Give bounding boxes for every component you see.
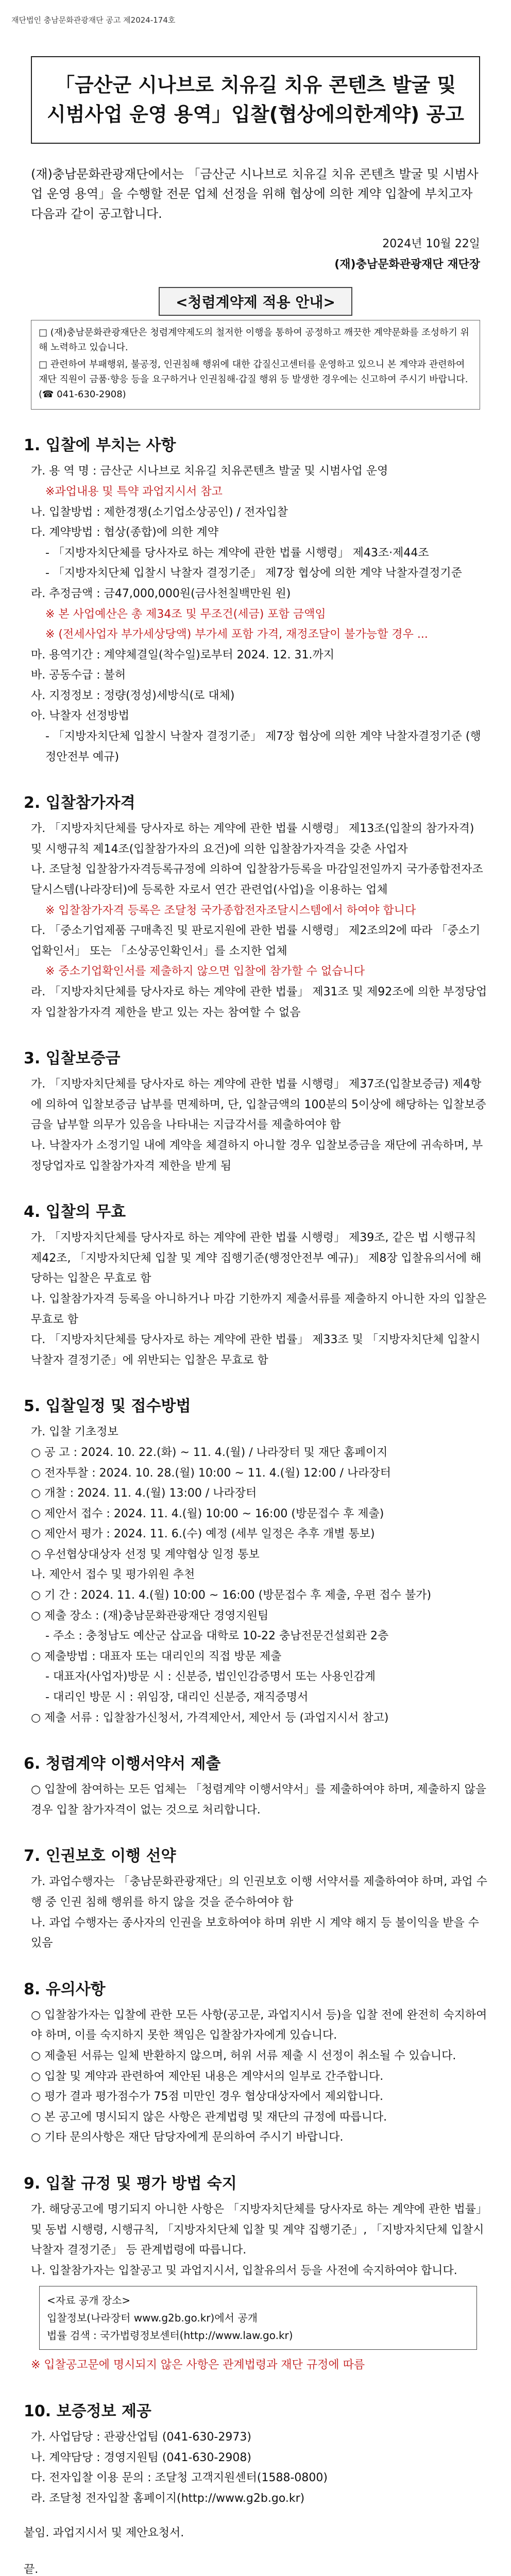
section-line: 나. 계약담당 : 경영지원팀 (041-630-2908) — [31, 2451, 251, 2464]
section-line: ○ 입찰 및 계약과 관련하여 제안된 내용은 계약서의 일부로 간주합니다. — [31, 2070, 384, 2083]
section-body — [31, 819, 487, 1023]
notice-box — [31, 320, 480, 410]
section-line: ○ 제출 장소 : (재)충남문화관광재단 경영지원팀 — [31, 1609, 269, 1622]
section-line: ○ 기 간 : 2024. 11. 4.(월) 10:00 ~ 16:00 (방문접수 후 제출, 우편 접수 불가) — [31, 1589, 432, 1602]
section-line: ※ 본 사업예산은 총 제34조 및 무조건(세금) 포함 금액임 — [45, 607, 326, 621]
section-body — [31, 1074, 487, 1176]
section-body — [31, 1228, 487, 1370]
section-line: ○ 제안서 평가 : 2024. 11. 6.(수) 예정 (세부 일정은 추후 개별 통보) — [31, 1528, 375, 1541]
title-box — [31, 56, 480, 144]
section — [24, 1045, 487, 1176]
section-line: 다. 전자입찰 이용 문의 : 조달청 고객지원센터(1588-0800) — [31, 2471, 328, 2485]
intro-paragraph: (재)충남문화관광재단에서는 「금산군 시나브로 치유길 치유 콘텐츠 발굴 및 시범사업 운영 용역」을 수행할 전문 업체 선정을 위해 협상에 의한 계약 입찰에 부치고자 다음과 같이 공고합니다. — [31, 167, 479, 221]
section-line: 라. 추정금액 : 금47,000,000원(금사천칠백만원 원) — [31, 587, 291, 600]
section — [24, 1199, 487, 1370]
section-line: ○ 제안서 접수 : 2024. 11. 4.(월) 10:00 ~ 16:00 (방문접수 후 제출) — [31, 1507, 384, 1520]
section-line: ○ 제출방법 : 대표자 또는 대리인의 직접 방문 제출 — [31, 1650, 282, 1663]
notice-title: <청렴계약제 적용 안내> — [159, 287, 352, 316]
section-line: 가. 「지방자치단체를 당사자로 하는 계약에 관한 법률 시행령」 제39조, 같은 법 시행규칙 제42조, 「지방자치단체 입찰 및 계약 집행기준(행정안전부 예규)」 제8장 입찰유의서에 해당하는 입찰은 무효로 함 — [31, 1231, 482, 1285]
section-line: 가. 「지방자치단체를 당사자로 하는 계약에 관한 법률 시행령」 제37조(입찰보증금) 제4항에 의하여 입찰보증금 납부를 면제하며, 단, 입찰금액의 100분의 5이상에 해당하는 입찰보증금을 납부할 의무가 있음을 나타내는 지급각서를 제출하여야 함 — [31, 1078, 486, 1132]
section-line: 라. 조달청 전자입찰 홈페이지(http://www.g2b.go.kr) — [31, 2492, 305, 2505]
signer: (재)충남문화관광재단 재단장 — [334, 258, 480, 271]
section-line: ※과업내용 및 특약 과업지시서 참고 — [45, 485, 223, 498]
section-body — [31, 1872, 487, 1953]
section-line: ○ 기타 문의사항은 재단 담당자에게 문의하여 주시기 바랍니다. — [31, 2131, 344, 2144]
doc-number: 재단법인 충남문화관광재단 공고 제2024-174호 — [11, 15, 176, 25]
section-line: 다. 「지방자치단체를 당사자로 하는 계약에 관한 법률」 제33조 및 「지방자치단체 입찰시 낙찰자 결정기준」에 위반되는 입찰은 무효로 함 — [31, 1333, 481, 1367]
section-heading: 5. 입찰일정 및 접수방법 — [24, 1397, 191, 1416]
section — [24, 1393, 487, 1728]
section-line: - 대리인 방문 시 : 위임장, 대리인 신분증, 재직증명서 — [45, 1691, 309, 1704]
notice-item: □ 관련하여 부패행위, 불공정, 인권침해 행위에 대한 갑질신고센터를 운영하고 있으니 본 계약과 관련하여 재단 직원이 금품·향응 등을 요구하거나 인권침해·갑질 행위 등 발생한 경우에는 신고하여 주시기 바랍니다. (☎ 041-630-2908) — [39, 359, 468, 400]
section-body — [31, 2427, 487, 2509]
section-line: 바. 공동수급 : 불허 — [31, 669, 126, 682]
end-mark: 끝. — [24, 2563, 39, 2576]
section-line: ○ 본 공고에 명시되지 않은 사항은 관계법령 및 재단의 규정에 따릅니다. — [31, 2110, 387, 2124]
section-line: 가. 용 역 명 : 금산군 시나브로 치유길 치유콘텐츠 발굴 및 시범사업 운영 — [31, 465, 388, 478]
section-line: 사. 지정정보 : 정량(정성)세방식(로 대체) — [31, 689, 235, 702]
info-box — [39, 2286, 477, 2350]
section-body — [31, 2199, 487, 2281]
notice-item: □ (재)충남문화관광재단은 청렴계약제도의 철저한 이행을 통하여 공정하고 깨끗한 계약문화를 조성하기 위해 노력하고 있습니다. — [39, 327, 469, 353]
section-line: 마. 용역기간 : 계약체결일(착수일)로부터 2024. 12. 31.까지 — [31, 648, 335, 662]
section-line: 나. 조달청 입찰참가자격등록규정에 의하여 입찰참가등록을 마감일전일까지 국가종합전자조달시스템(나라장터)에 등록한 자로서 연간 관련업(사업)을 이용하는 업체 — [31, 863, 483, 897]
attachment-note: 붙임. 과업지시서 및 제안요청서. — [24, 2527, 184, 2540]
date-signature — [31, 234, 480, 275]
integrity-notice — [31, 287, 480, 410]
section-body — [31, 1422, 487, 1728]
announcement-date: 2024년 10월 22일 — [382, 238, 480, 251]
section-line: 다. 「중소기업제품 구매촉진 및 판로지원에 관한 법률 시행령」 제2조의2에 따라 「중소기업확인서」 또는 「소상공인확인서」를 소지한 업체 — [31, 924, 481, 958]
section-line: ※ (전세사업자 부가세상당액) 부가세 포함 가격, 재정조달이 불가능할 경우 ... — [45, 628, 428, 641]
section-line: 나. 낙찰자가 소정기일 내에 계약을 체결하지 아니할 경우 입찰보증금을 재단에 귀속하며, 부정당업자로 입찰참가자격 제한을 받게 됨 — [31, 1139, 483, 1173]
section-body — [31, 2005, 487, 2148]
section-heading: 2. 입찰참가자격 — [24, 794, 135, 812]
section — [24, 2171, 487, 2376]
section-line: ※ 중소기업확인서를 제출하지 않으면 입찰에 참가할 수 없습니다 — [45, 965, 365, 978]
section-line: 가. 과업수행자는 「충남문화관광재단」의 인권보호 이행 서약서를 제출하여야 하며, 과업 수행 중 인권 침해 행위를 하지 않을 것을 준수하여야 함 — [31, 1875, 487, 1909]
section-line: - 「지방자치단체 입찰시 낙찰자 결정기준」 제7장 협상에 의한 계약 낙찰자결정기준 (행정안전부 예규) — [45, 730, 481, 764]
section-line: ※ 입찰참가자격 등록은 조달청 국가종합전자조달시스템에서 하여야 합니다 — [45, 904, 416, 917]
section-line: ○ 개찰 : 2024. 11. 4.(월) 13:00 / 나라장터 — [31, 1487, 257, 1500]
info-box-line: <자료 공개 장소> — [47, 2294, 131, 2307]
section-line: 나. 입찰참가자격 등록을 아니하거나 마감 기한까지 제출서류를 제출하지 아니한 자의 입찰은 무효로 함 — [31, 1292, 487, 1326]
section-body — [31, 461, 487, 767]
section-body — [31, 1780, 487, 1820]
section-line: - 「지방자치단체를 당사자로 하는 계약에 관한 법률 시행령」 제43조·제44조 — [45, 546, 429, 560]
section-line: 가. 해당공고에 명기되지 아니한 사항은 「지방자치단체를 당사자로 하는 계약에 관한 법률」 및 동법 시행령, 시행규칙, 「지방자치단체 입찰 및 계약 집행기준」, 「지방자치단체 입찰시 낙찰자 결정기준」 등 관계법령에 따릅니다. — [31, 2202, 487, 2257]
footer-note — [24, 2524, 487, 2576]
section-heading: 6. 청렴계약 이행서약서 제출 — [24, 1755, 221, 1773]
section — [24, 790, 487, 1023]
section-line: 가. 「지방자치단체를 당사자로 하는 계약에 관한 법률 시행령」 제13조(입찰의 참가자격) 및 시행규칙 제14조(입찰참가자의 요건)에 의한 입찰참가자격을 갖춘 사업자 — [31, 822, 474, 856]
section-heading: 9. 입찰 규정 및 평가 방법 숙지 — [24, 2174, 237, 2193]
section-line: 라. 「지방자치단체를 당사자로 하는 계약에 관한 법률」 제31조 및 제92조에 의한 부정당업자 입찰참가자격 제한을 받고 있는 자는 참여할 수 없음 — [31, 986, 487, 1019]
title-line-2: 시범사업 운영 용역」입찰(협상에의한계약) 공고 — [47, 103, 464, 126]
section-line: ○ 제출된 서류는 일체 반환하지 않으며, 허위 서류 제출 시 선정이 취소될 수 있습니다. — [31, 2049, 456, 2062]
section-line: ○ 제출 서류 : 입찰참가신청서, 가격제안서, 제안서 등 (과업지시서 참고) — [31, 1711, 389, 1724]
section-line: ○ 평가 결과 평가점수가 75점 미만인 경우 협상대상자에서 제외합니다. — [31, 2090, 383, 2104]
section — [24, 2398, 487, 2509]
section-heading: 7. 인권보호 이행 선약 — [24, 1847, 176, 1866]
section-line: 나. 입찰방법 : 제한경쟁(소기업소상공인) / 전자입찰 — [31, 505, 288, 519]
section-line: - 「지방자치단체 입찰시 낙찰자 결정기준」 제7장 협상에 의한 계약 낙찰자결정기준 — [45, 567, 462, 580]
section-line: 가. 사업담당 : 관광산업팀 (041-630-2973) — [31, 2430, 251, 2444]
section-line: 나. 과업 수행자는 종사자의 인권을 보호하여야 하며 위반 시 계약 해지 등 불이익을 받을 수 있음 — [31, 1916, 479, 1950]
section-line: ○ 입찰참가자는 입찰에 관한 모든 사항(공고문, 과업지시서 등)을 입찰 전에 완전히 숙지하여야 하며, 이를 숙지하지 못한 책임은 입찰참가자에게 있습니다. — [31, 2008, 487, 2042]
sections-container — [0, 432, 511, 2509]
section-line: 다. 계약방법 : 협상(종합)에 의한 계약 — [31, 526, 219, 539]
section-heading: 10. 보증정보 제공 — [24, 2402, 151, 2420]
section-after-note: ※ 입찰공고문에 명시되지 않은 사항은 관계법령과 재단 규정에 따름 — [31, 2359, 365, 2372]
section-heading: 8. 유의사항 — [24, 1980, 106, 1998]
section-line: ○ 우선협상대상자 선정 및 계약협상 일정 통보 — [31, 1548, 260, 1561]
info-box-line: 입찰정보(나라장터 www.g2b.go.kr)에서 공개 — [47, 2312, 258, 2325]
section-heading: 1. 입찰에 부치는 사항 — [24, 436, 176, 455]
section-line: - 주소 : 충청남도 예산군 삽교읍 대학로 10-22 충남전문건설회관 2층 — [45, 1630, 389, 1643]
info-box-line: 법률 검색 : 국가법령정보센터(http://www.law.go.kr) — [47, 2329, 293, 2342]
section-line: 가. 입찰 기초정보 — [31, 1426, 118, 1439]
section-heading: 3. 입찰보증금 — [24, 1049, 121, 1068]
section-line: 아. 낙찰자 선정방법 — [31, 709, 129, 723]
section — [24, 1751, 487, 1820]
title-line-1: 「금산군 시나브로 치유길 치유 콘텐츠 발굴 및 — [55, 74, 456, 96]
section-line: - 대표자(사업자)방문 시 : 신분증, 법인인감증명서 또는 사용인감계 — [45, 1670, 376, 1684]
section-line: ○ 입찰에 참여하는 모든 업체는 「청렴계약 이행서약서」를 제출하여야 하며, 제출하지 않을 경우 입찰 참가자격이 없는 것으로 처리합니다. — [31, 1783, 486, 1817]
section-heading: 4. 입찰의 무효 — [24, 1203, 126, 1222]
section — [24, 432, 487, 767]
section-line: ○ 전자투찰 : 2024. 10. 28.(월) 10:00 ~ 11. 4.(월) 12:00 / 나라장터 — [31, 1466, 391, 1480]
section-line: ○ 공 고 : 2024. 10. 22.(화) ~ 11. 4.(월) / 나라장터 및 재단 홈페이지 — [31, 1446, 388, 1459]
section — [24, 1843, 487, 1953]
section-line: 나. 입찰참가자는 입찰공고 및 과업지시서, 입찰유의서 등을 사전에 숙지하여야 합니다. — [31, 2264, 457, 2277]
section-line: 나. 제안서 접수 및 평가위원 추천 — [31, 1568, 195, 1582]
section — [24, 1976, 487, 2148]
